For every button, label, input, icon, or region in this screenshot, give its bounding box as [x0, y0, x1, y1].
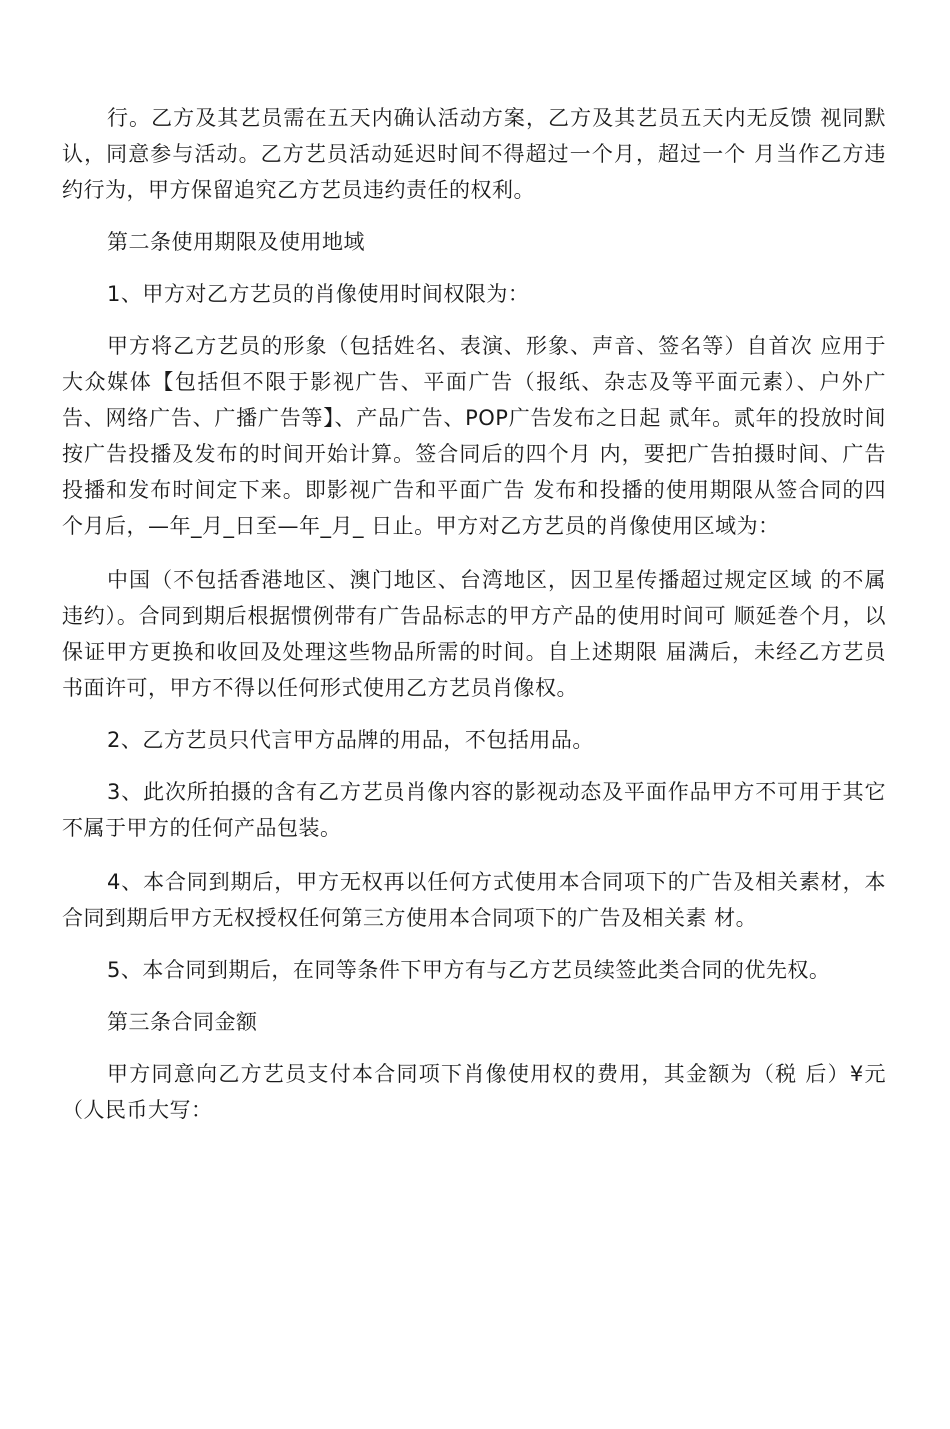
heading-article-2-term-and-territory: 第二条使用期限及使用地域	[107, 230, 365, 254]
paragraph-usage-territory: 中国（不包括香港地区、澳门地区、台湾地区，因卫星传播超过规定区域 的不属违约）。合同到期后根据惯例带有广告品标志的甲方产品的使用时间可 顺延巻个月，以保证甲方更换和收回及处理这些物品所需的时间。自上述期限 届满后，未经乙方艺员书面许可，甲方不得以任何形式使用乙方艺员肖像权。	[62, 568, 886, 700]
document-page	[62, 100, 886, 1128]
paragraph-activity-confirmation: 行。乙方及其艺员需在五天内确认活动方案，乙方及其艺员五天内无反馈 视同默认，同意参与活动。乙方艺员活动延迟时间不得超过一个月，超过一个 月当作乙方违约行为，甲方保留追究乙方艺员违约责任的权利。	[62, 106, 886, 202]
paragraph-usage-period-detail: 甲方将乙方艺员的形象（包括姓名、表演、形象、声音、签名等）自首次 应用于大众媒体【包括但不限于影视广告、平面广告（报纸、杂志及等平面元素）、户外广告、网络广告、广播广告等】、产品广告、POP广告发布之日起 贰年。贰年的投放时间按广告投播及发布的时间开始计算。签合同后的四个月 内，要把广告拍摄时间、广告投播和发布时间定下来。即影视广告和平面广告 发布和投播的使用期限从签合同的四个月后，—年_月_日至—年_月_ 日止。甲方对乙方艺员的肖像使用区域为：	[62, 334, 886, 538]
clause-1-usage-period: 1、甲方对乙方艺员的肖像使用时间权限为：	[107, 282, 530, 306]
heading-article-3-contract-amount: 第三条合同金额	[107, 1010, 258, 1034]
clause-2-endorsement-scope: 2、乙方艺员只代言甲方品牌的用品，不包括用品。	[107, 728, 594, 752]
clause-4-post-expiry-use: 4、本合同到期后，甲方无权再以任何方式使用本合同项下的广告及相关素材，本合同到期后甲方无权授权任何第三方使用本合同项下的广告及相关素 材。	[62, 870, 886, 930]
clause-3-packaging-restriction: 3、此次所拍摄的含有乙方艺员肖像内容的影视动态及平面作品甲方不可用于其它不属于甲方的任何产品包装。	[62, 780, 886, 840]
paragraph-payment-amount: 甲方同意向乙方艺员支付本合同项下肖像使用权的费用，其金额为（税 后）¥元（人民币大写：	[62, 1062, 886, 1122]
clause-5-renewal-priority: 5、本合同到期后，在同等条件下甲方有与乙方艺员续签此类合同的优先权。	[107, 958, 831, 982]
